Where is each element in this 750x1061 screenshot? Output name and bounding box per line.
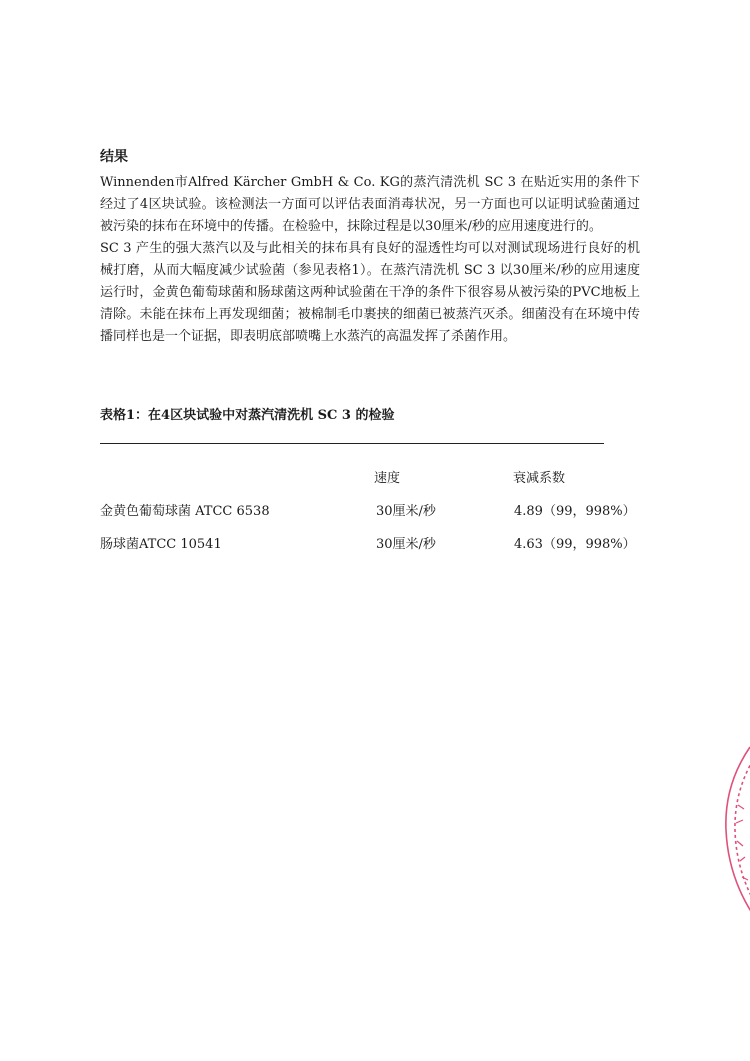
row-speed: 30厘米/秒 xyxy=(376,537,436,552)
row-reduction-factor: 4.89（99，998%） xyxy=(514,504,636,519)
row-organism-name: 金黄色葡萄球菌 ATCC 6538 xyxy=(100,504,270,519)
row-speed: 30厘米/秒 xyxy=(376,504,436,519)
seal-stamp xyxy=(716,745,750,915)
paragraph-1: Winnenden市Alfred Kärcher GmbH & Co. KG的蒸汽清洗机 SC 3 在贴近实用的条件下经过了4区块试验。该检测法一方面可以评估表面消毒状况，另一方面也可以证明试验菌通过被污染的抹布在环境中的传播。在检验中，抹除过程是以30厘米/秒的应用速度进行的。 xyxy=(100,175,640,234)
column-header-reduction-factor: 衰减系数 xyxy=(513,471,566,486)
column-header-speed: 速度 xyxy=(374,471,401,486)
seal-stamp-icon xyxy=(716,745,750,915)
section-heading: 结果 xyxy=(100,149,128,165)
paragraph-2: SC 3 产生的强大蒸汽以及与此相关的抹布具有良好的湿透性均可以对测试现场进行良好的机械打磨，从而大幅度减少试验菌（参见表格1）。在蒸汽清洗机 SC 3 以30厘米/秒的应用速度运行时，金黄色葡萄球菌和肠球菌这两种试验菌在干净的条件下很容易从被污染的PVC地板上清除。未能在抹布上再发现细菌；被棉制毛巾裹挟的细菌已被蒸汽灭杀。细菌没有在环境中传播同样也是一个证据，即表明底部喷嘴上水蒸汽的高温发挥了杀菌作用。 xyxy=(100,241,640,344)
table-divider xyxy=(100,443,604,444)
table-caption: 表格1：在4区块试验中对蒸汽清洗机 SC 3 的检验 xyxy=(100,408,395,423)
row-organism-name: 肠球菌ATCC 10541 xyxy=(100,537,222,552)
row-reduction-factor: 4.63（99，998%） xyxy=(514,537,636,552)
